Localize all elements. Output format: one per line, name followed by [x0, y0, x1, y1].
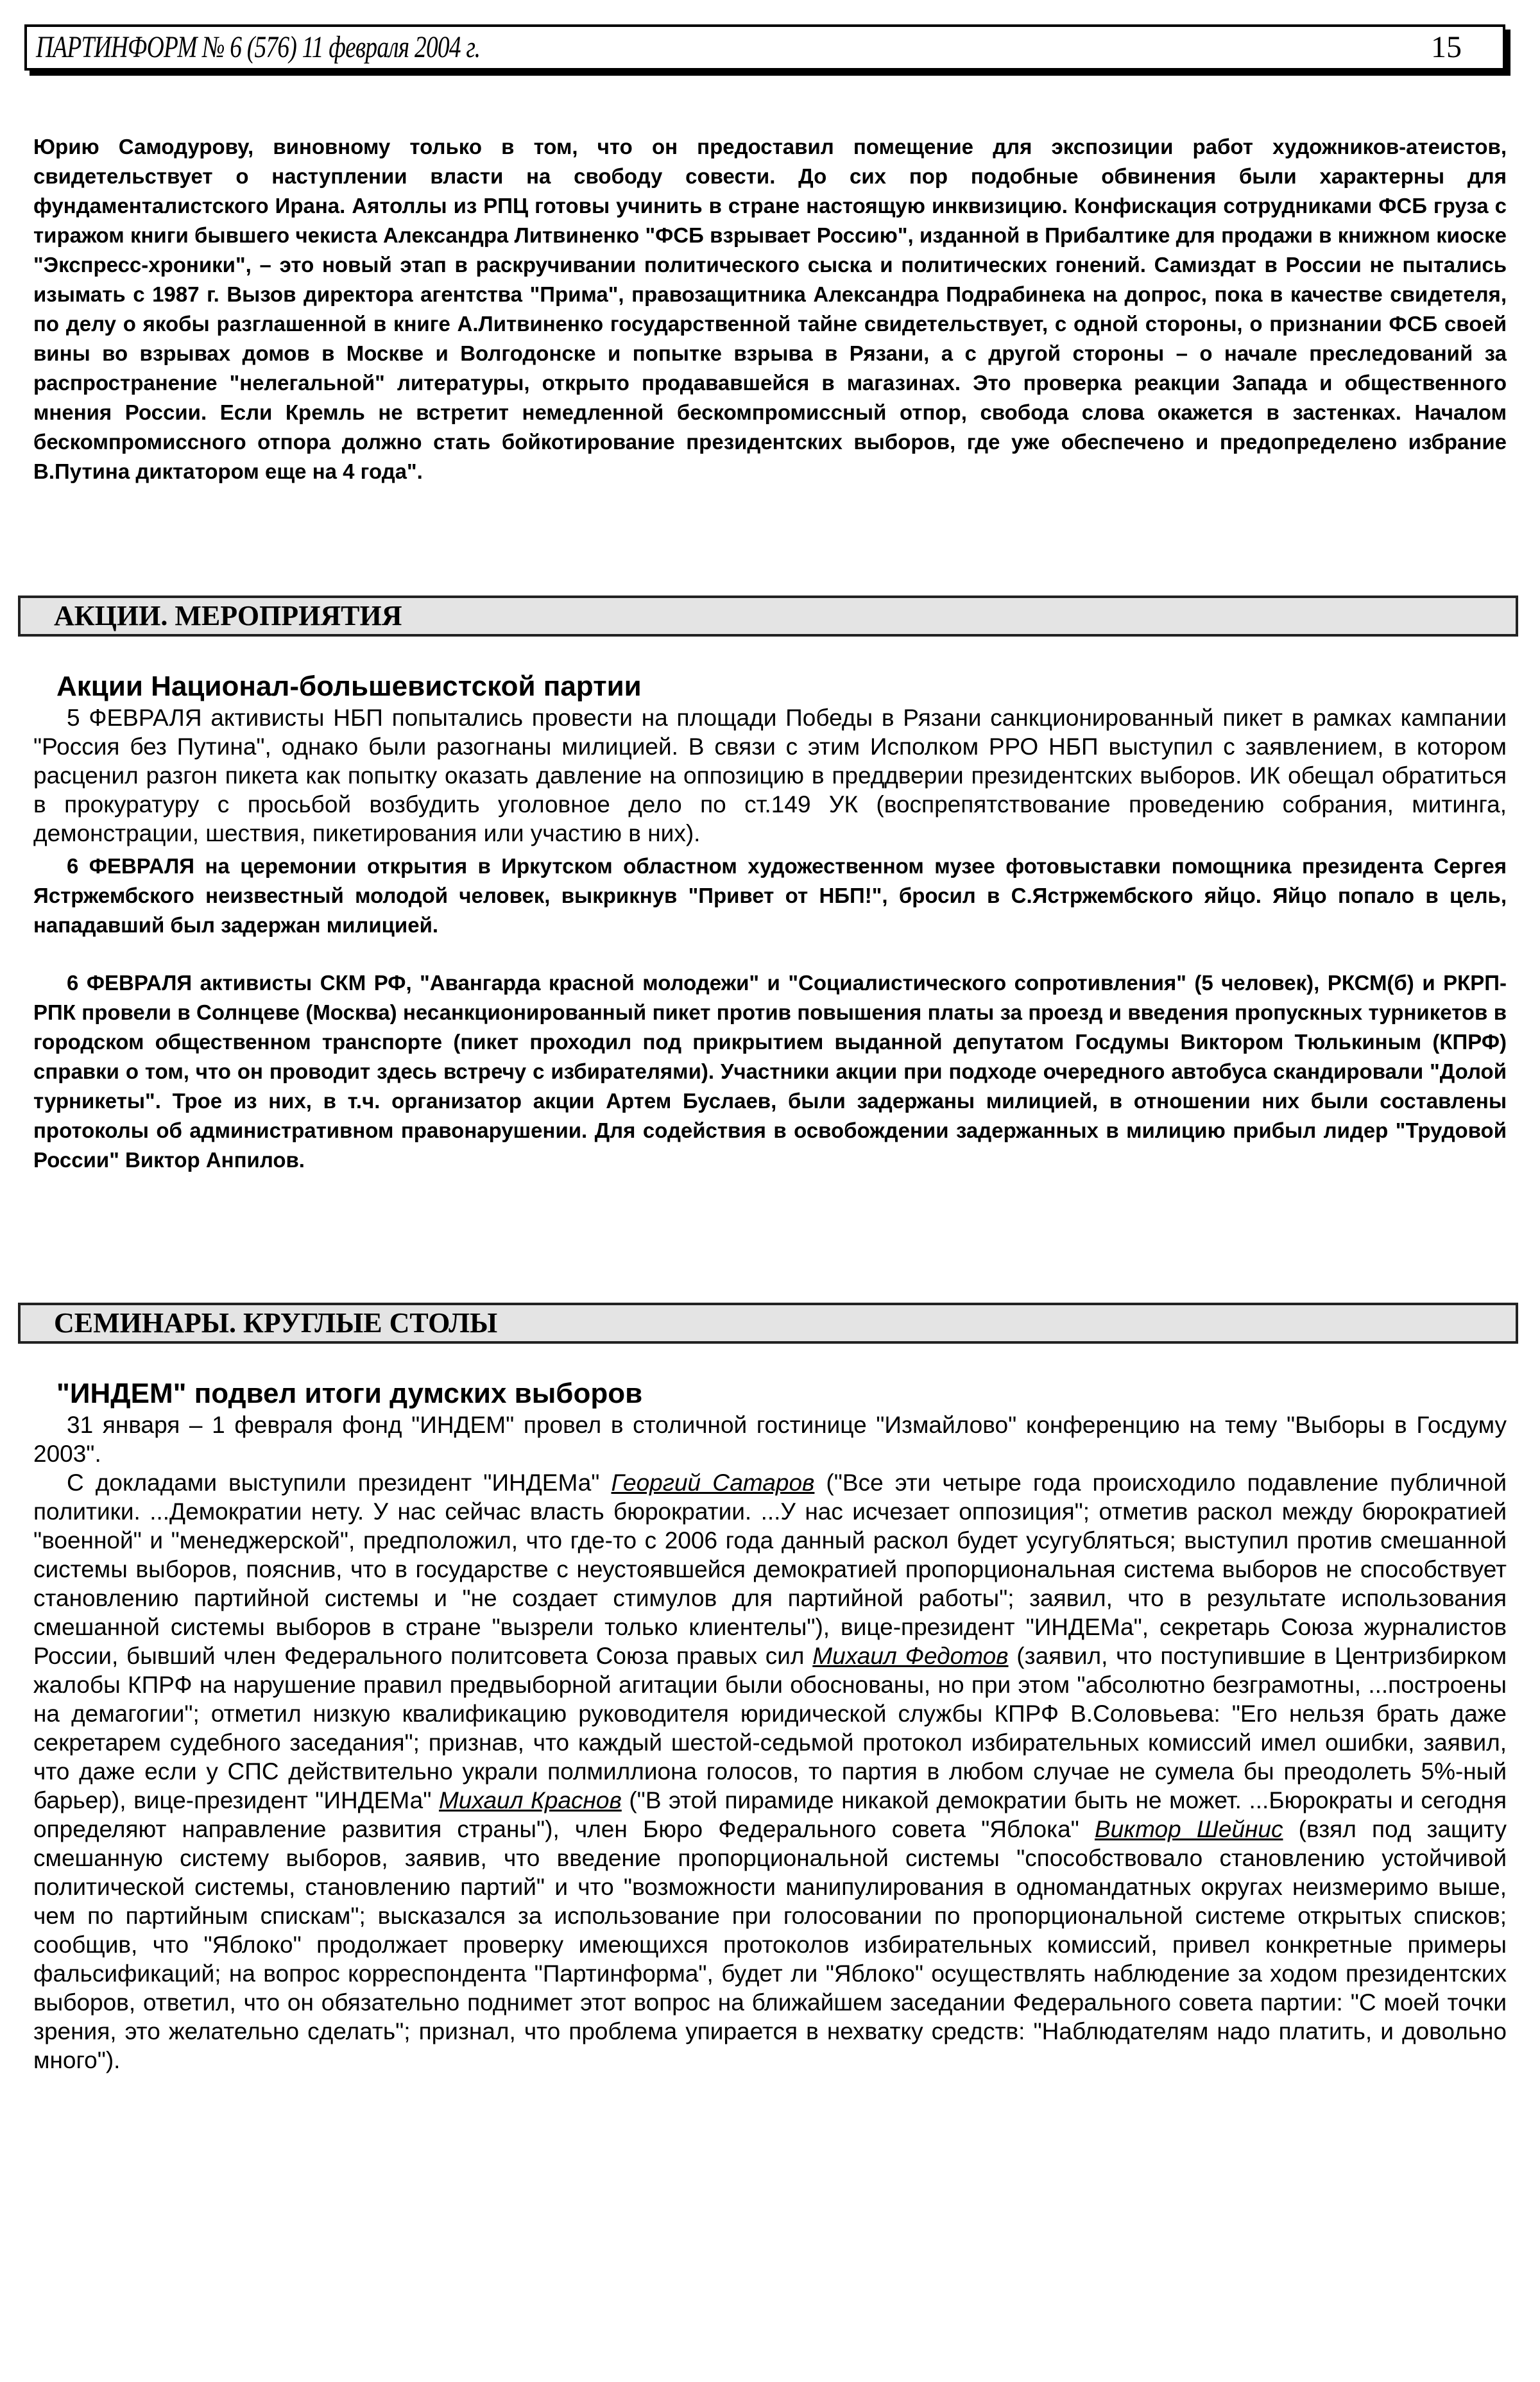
text-run: ("В этой пирамиде никакой демократии быть не может. ...Бюрократы и сегодня определяют направление развития страны"), член Бюро Федерального совета "Яблока" [33, 1787, 1507, 1842]
text-run: (взял под защиту смешанную систему выборов, заявив, что введение пропорциональной системы "способствовало становлению устойчивой политической системы, становлению партий" и что "возможности манипулирования в одномандатных округах неизмеримо выше, чем по партийным спискам"; высказался за использование при голосовании по пропорциональной системе открытых списков; сообщив, что "Яблоко" продолжает проверку имеющихся протоколов избирательных комиссий, привел конкретные примеры фальсификаций; на вопрос корреспондента "Партинформа", будет ли "Яблоко" осуществлять наблюдение за ходом президентских выборов, ответил, что он обязательно поднимет этот вопрос на ближайшем заседании Федерального совета партии: "С моей точки зрения, это желательно сделать"; признал, что проблема упирается в нехватку средств: "Наблюдателям надо платить, и довольно много"). [33, 1816, 1507, 2073]
article-nbp [33, 670, 1507, 1175]
page-header [24, 24, 1505, 71]
person-name-link[interactable]: Михаил Краснов [438, 1787, 622, 1813]
person-name-link[interactable]: Виктор Шейнис [1094, 1816, 1283, 1842]
article-paragraph: 5 ФЕВРАЛЯ активисты НБП попытались провести на площади Победы в Рязани санкционированный пикет в рамках кампании "Россия без Путина", однако были разогнаны милицией. В связи с этим Исполком РРО НБП выступил с заявлением, в котором расценил разгон пикета как попытку оказать давление на оппозицию в преддверии президентских выборов. ИК обещал обратиться в прокуратуру с просьбой возбудить уголовное дело по ст.149 УК (воспрепятствование проведению собрания, митинга, демонстрации, шествия, пикетирования или участию в них). [33, 705, 1507, 846]
section-heading-text: АКЦИИ. МЕРОПРИЯТИЯ [54, 600, 402, 631]
text-run: (заявил, что поступившие в Центризбирком жалобы КПРФ на нарушение правил предвыборной агитации были обоснованы, но при этом "абсолютно безграмотны, ...построены на демагогии"; отметил низкую квалификацию руководителя юридической службы КПРФ В.Соловьева: "Его нельзя брать даже секретарем судебного заседания"; признав, что каждый шестой-седьмой протокол избирательных комиссий имел ошибки, заявил, что даже если у СПС действительно украли полмиллиона голосов, то партия в любом случае не сумела бы преодолеть 5%-ный барьер), вице-президент "ИНДЕМа" [33, 1643, 1507, 1813]
text-run: С докладами выступили президент "ИНДЕМа" [67, 1469, 612, 1496]
article-title: Акции Национал-большевистской партии [56, 671, 642, 702]
person-name-link[interactable]: Михаил Федотов [812, 1643, 1009, 1669]
article-paragraph: 6 ФЕВРАЛЯ на церемонии открытия в Иркутском областном художественном музее фотовыставки помощника президента Сергея Ястржембского неизвестный молодой человек, выкрикнув "Привет от НБП!", бросил в С.Ястржембского яйцо. Яйцо попало в цель, нападавший был задержан милицией. [33, 854, 1507, 937]
text-run: ("Все эти четыре года происходило подавление публичной политики. ...Демократии нету. У нас сейчас власть бюрократии. ...У нас исчезает оппозиция"; отметив раскол между бюрократией "военной" и "менеджерской", предположил, что где-то с 2006 года данный раскол будет усугубляться; выступил против смешанной системы выборов, пояснив, что в государстве с неустоявшейся демократией пропорциональная система выборов не способствует становлению партийной системы и "не создает стимулов для партийной работы"; заявил, что в результате использования смешанной системы выборов в стране "вызрели только клиентелы"), вице-президент "ИНДЕМа", секретарь Союза журналистов России, бывший член Федерального политсовета Союза правых сил [33, 1469, 1507, 1669]
section-heading-actions [18, 596, 1518, 637]
article-paragraph: 31 января – 1 февраля фонд "ИНДЕМ" провел в столичной гостинице "Измайлово" конференцию на тему "Выборы в Госдуму 2003". [33, 1412, 1507, 1467]
article-paragraph: 6 ФЕВРАЛЯ активисты СКМ РФ, "Авангарда красной молодежи" и "Социалистического сопротивления" (5 человек), РКСМ(б) и РКРП-РПК провели в Солнцеве (Москва) несанкционированный пикет против повышения платы за проезд и введения пропускных турникетов в городском общественном транспорте (пикет проходил под прикрытием выданной депутатом Госдумы Виктором Тюлькиным (КПРФ) справки о том, что он проводит здесь встречу с избирателями). Участники акции при подходе очередного автобуса скандировали "Долой турникеты". Трое из них, в т.ч. организатор акции Артем Буслаев, были задержаны милицией, в отношении них были составлены протоколы об административном правонарушении. Для содействия в освобождении задержанных в милицию прибыл лидер "Трудовой России" Виктор Анпилов. [33, 971, 1507, 1172]
intro-block [33, 132, 1507, 486]
speakers-paragraph [33, 1468, 1507, 2075]
page-number: 15 [1431, 30, 1462, 64]
article-title: "ИНДЕМ" подвел итоги думских выборов [56, 1378, 643, 1409]
article-indem [33, 1377, 1507, 2075]
intro-paragraph: Юрию Самодурову, виновному только в том, что он предоставил помещение для экспозиции работ художников-атеистов, свидетельствует о наступлении власти на свободу совести. До сих пор подобные обвинения были характерны для фундаменталистского Ирана. Аятоллы из РПЦ готовы учинить в стране настоящую инквизицию. Конфискация сотрудниками ФСБ груза с тиражом книги бывшего чекиста Александра Литвиненко "ФСБ взрывает Россию", изданной в Прибалтике для продажи в книжном киоске "Экспресс-хроники", – это новый этап в раскручивании политического сыска и политических гонений. Самиздат в России не пытались изымать с 1987 г. Вызов директора агентства "Прима", правозащитника Александра Подрабинека на допрос, пока в качестве свидетеля, по делу о якобы разглашенной в книге А.Литвиненко государственной тайне свидетельствует, с одной стороны, о признании ФСБ своей вины во взрывах домов в Москве и Волгодонске и попытке взрыва в Рязани, а с другой стороны – о начале преследований за распространение "нелегальной" литературы, открыто продававшейся в магазинах. Это проверка реакции Запада и общественного мнения России. Если Кремль не встретит немедленной бескомпромиссный отпор, свобода слова окажется в застенках. Началом бескомпромиссного отпора должно стать бойкотирование президентских выборов, где уже обеспечено и предопределено избрание В.Путина диктатором еще на 4 года". [33, 135, 1507, 483]
section-heading-text: СЕМИНАРЫ. КРУГЛЫЕ СТОЛЫ [54, 1307, 498, 1339]
person-name-link[interactable]: Георгий Сатаров [611, 1469, 815, 1496]
publication-title: ПАРТИНФОРМ № 6 (576) 11 февраля 2004 г. [36, 30, 481, 64]
section-heading-seminars [18, 1303, 1518, 1344]
